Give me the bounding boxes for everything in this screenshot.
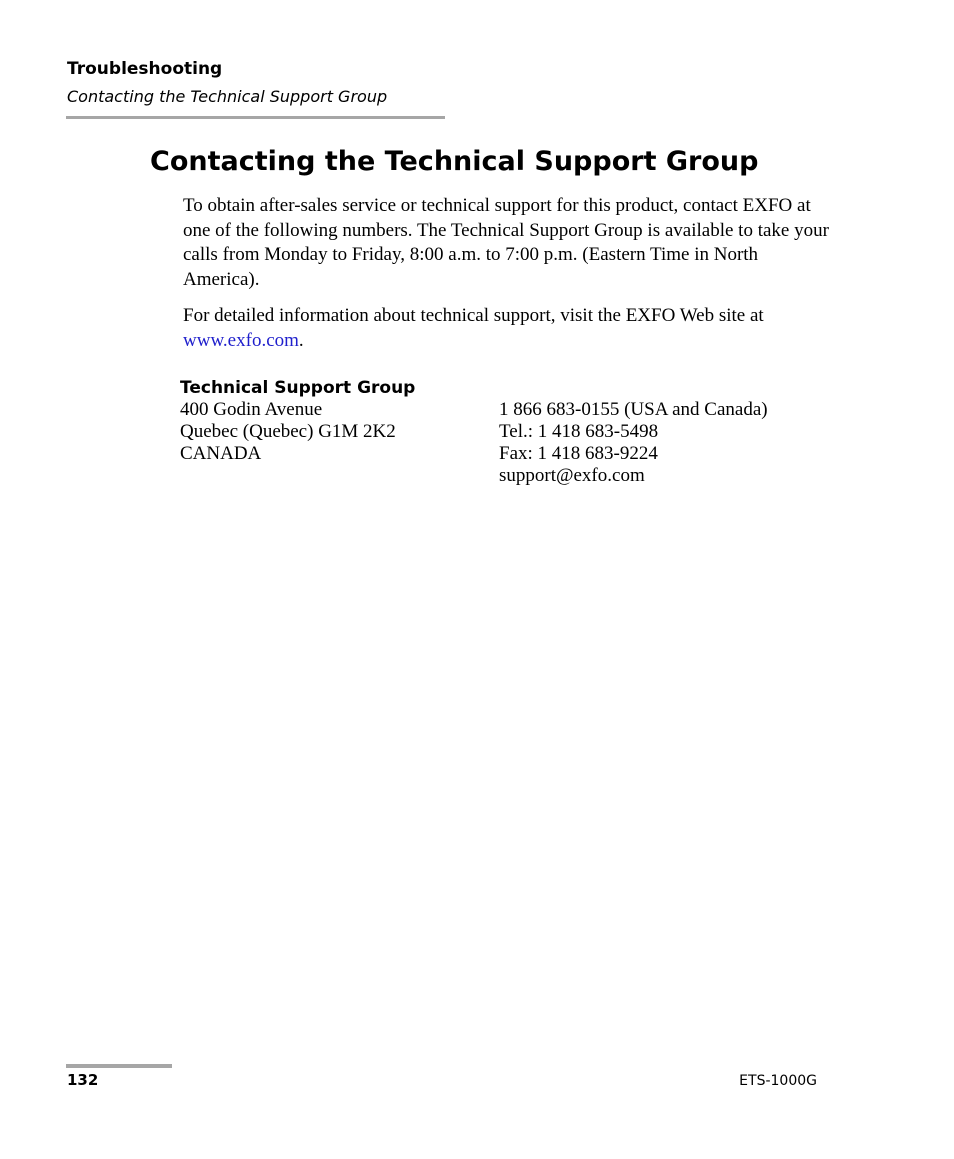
address-line: CANADA [180,443,262,464]
contact-block [180,377,820,487]
address-column [180,399,499,487]
footer-divider [66,1064,172,1068]
exfo-website-link[interactable]: www.exfo.com [183,329,299,351]
numbers-column [499,399,768,487]
running-header [67,58,387,108]
page-title: Contacting the Technical Support Group [150,146,759,177]
header-section-title: Troubleshooting [67,59,223,79]
telephone-number: Tel.: 1 418 683-5498 [499,421,659,442]
web-info-paragraph [183,304,833,353]
support-email: support@exfo.com [499,465,645,486]
product-name: ETS-1000G [739,1073,817,1089]
body-text [183,194,833,353]
web-info-period: . [298,329,304,351]
intro-paragraph: To obtain after-sales service or technical support for this product, contact EXFO at one of the following numbers. The Technical Support Group is available to take your calls from Monday to Friday, 8:00 a.m. to 7:00 p.m. (Eastern Time in North America). [183,195,829,290]
address-line: 400 Godin Avenue [180,399,323,420]
contact-group-label: Technical Support Group [180,378,416,398]
header-subsection-title: Contacting the Technical Support Group [67,87,388,106]
address-line: Quebec (Quebec) G1M 2K2 [180,421,396,442]
page-number: 132 [67,1071,99,1089]
fax-number: Fax: 1 418 683-9224 [499,443,658,464]
toll-free-number: 1 866 683-0155 (USA and Canada) [499,399,768,420]
web-info-text: For detailed information about technical support, visit the EXFO Web site at [183,305,764,326]
header-divider [66,116,445,119]
